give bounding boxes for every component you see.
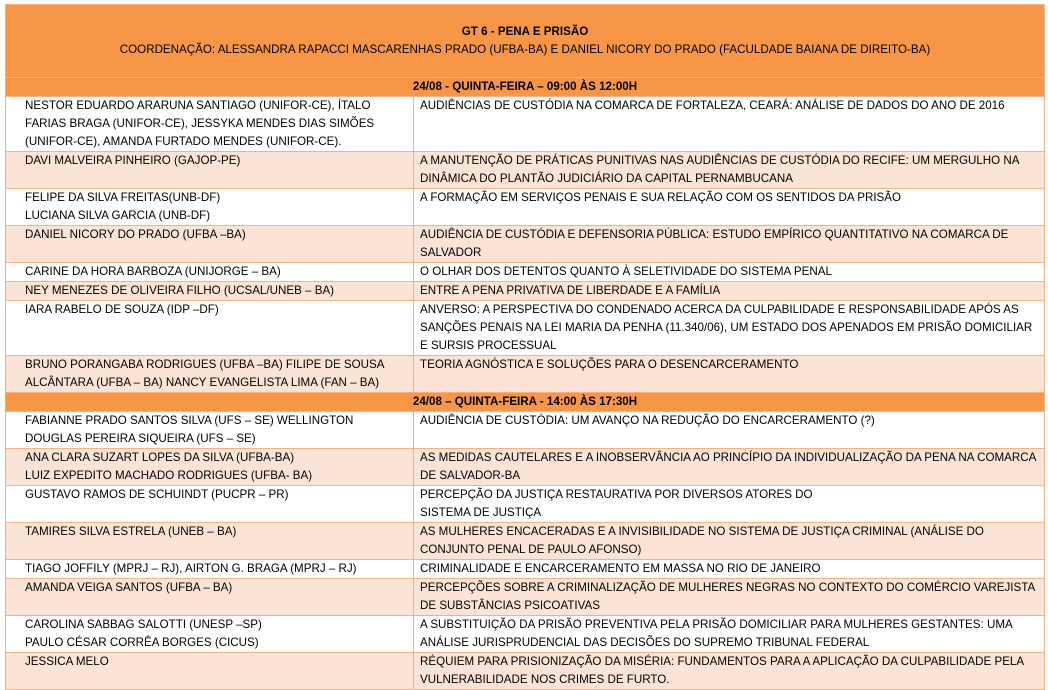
paper-title-cell: ENTRE A PENA PRIVATIVA DE LIBERDADE E A FAMÍLIA (414, 282, 1045, 301)
authors-cell: DANIEL NICORY DO PRADO (UFBA –BA) (6, 226, 414, 263)
session-header-row (6, 78, 1045, 97)
authors-cell: FABIANNE PRADO SANTOS SILVA (UFS – SE) WELLINGTON DOUGLAS PEREIRA SIQUEIRA (UFS – SE) (6, 412, 414, 449)
authors-cell: AMANDA VEIGA SANTOS (UFBA – BA) (6, 579, 414, 616)
authors-cell: ANA CLARA SUZART LOPES DA SILVA (UFBA-BA) LUIZ EXPEDITO MACHADO RODRIGUES (UFBA- BA) (6, 449, 414, 486)
table-row (6, 449, 1045, 486)
paper-title-cell: O OLHAR DOS DETENTOS QUANTO À SELETIVIDADE DO SISTEMA PENAL (414, 263, 1045, 282)
table-row (6, 486, 1045, 523)
table-header-cell (6, 5, 1045, 78)
table-row (6, 97, 1045, 152)
table-row (6, 579, 1045, 616)
coordination-text: COORDENAÇÃO: ALESSANDRA RAPACCI MASCARENHAS PRADO (UFBA-BA) E DANIEL NICORY DO PRADO (FACULDADE BAIANA DE DIREITO-BA) (119, 43, 931, 56)
table-row (6, 616, 1045, 653)
session-header-row (6, 393, 1045, 412)
paper-title-cell: PERCEPÇÃO DA JUSTIÇA RESTAURATIVA POR DIVERSOS ATORES DO SISTEMA DE JUSTIÇA (414, 486, 1045, 523)
paper-title-cell: RÉQUIEM PARA PRISIONIZAÇÃO DA MISÉRIA: FUNDAMENTOS PARA A APLICAÇÃO DA CULPABILIDADE PELA VULNERABILIDADE NOS CRIMES DE FURTO. (414, 653, 1045, 690)
table-row (6, 301, 1045, 356)
paper-title-cell: AS MULHERES ENCACERADAS E A INVISIBILIDADE NO SISTEMA DE JUSTIÇA CRIMINAL (ANÁLISE DO CONJUNTO PENAL DE PAULO AFONSO) (414, 523, 1045, 560)
authors-cell: IARA RABELO DE SOUZA (IDP –DF) (6, 301, 414, 356)
authors-cell: TIAGO JOFFILY (MPRJ – RJ), AIRTON G. BRAGA (MPRJ – RJ) (6, 560, 414, 579)
session-title: 24/08 – QUINTA-FEIRA - 14:00 ÀS 17:30H (6, 393, 1045, 412)
authors-cell: FELIPE DA SILVA FREITAS(UNB-DF) LUCIANA SILVA GARCIA (UNB-DF) (6, 189, 414, 226)
group-title: GT 6 - PENA E PRISÃO (461, 25, 589, 38)
paper-title-cell: AUDIÊNCIA DE CUSTÓDIA: UM AVANÇO NA REDUÇÃO DO ENCARCERAMENTO (?) (414, 412, 1045, 449)
table-row (6, 523, 1045, 560)
session-title: 24/08 - QUINTA-FEIRA – 09:00 ÀS 12:00H (6, 78, 1045, 97)
paper-title-cell: A MANUTENÇÃO DE PRÁTICAS PUNITIVAS NAS AUDIÊNCIAS DE CUSTÓDIA DO RECIFE: UM MERGULHO NA DINÂMICA DO PLANTÃO JUDICIÁRIO DA CAPITAL PERNAMBUCANA (414, 152, 1045, 189)
authors-cell: GUSTAVO RAMOS DE SCHUINDT (PUCPR – PR) (6, 486, 414, 523)
table-row (6, 263, 1045, 282)
table-row (6, 189, 1045, 226)
paper-title-cell: AUDIÊNCIAS DE CUSTÓDIA NA COMARCA DE FORTALEZA, CEARÁ: ANÁLISE DE DADOS DO ANO DE 2016 (414, 97, 1045, 152)
paper-title-cell: TEORIA AGNÓSTICA E SOLUÇÕES PARA O DESENCARCERAMENTO (414, 356, 1045, 393)
authors-cell: NESTOR EDUARDO ARARUNA SANTIAGO (UNIFOR-CE), ÍTALO FARIAS BRAGA (UNIFOR-CE), JESSYKA MENDES DIAS SIMÕES (UNIFOR-CE), AMANDA FURTADO MENDES (UNIFOR-CE). (6, 97, 414, 152)
paper-title-cell: A SUBSTITUIÇÃO DA PRISÃO PREVENTIVA PELA PRISÃO DOMICILIAR PARA MULHERES GESTANTES: UMA ANÁLISE JURISPRUDENCIAL DAS DECISÕES DO SUPREMO TRIBUNAL FEDERAL (414, 616, 1045, 653)
paper-title-cell: A FORMAÇÃO EM SERVIÇOS PENAIS E SUA RELAÇÃO COM OS SENTIDOS DA PRISÃO (414, 189, 1045, 226)
authors-cell: DAVI MALVEIRA PINHEIRO (GAJOP-PE) (6, 152, 414, 189)
table-row (6, 653, 1045, 690)
table-row (6, 356, 1045, 393)
authors-cell: BRUNO PORANGABA RODRIGUES (UFBA –BA) FILIPE DE SOUSA ALCÂNTARA (UFBA – BA) NANCY EVANGELISTA LIMA (FAN – BA) (6, 356, 414, 393)
table-header-row (6, 5, 1045, 78)
authors-cell: NEY MENEZES DE OLIVEIRA FILHO (UCSAL/UNEB – BA) (6, 282, 414, 301)
table-row (6, 412, 1045, 449)
table-row (6, 282, 1045, 301)
paper-title-cell: AUDIÊNCIA DE CUSTÓDIA E DEFENSORIA PÚBLICA: ESTUDO EMPÍRICO QUANTITATIVO NA COMARCA DE SALVADOR (414, 226, 1045, 263)
paper-title-cell: PERCEPÇÕES SOBRE A CRIMINALIZAÇÃO DE MULHERES NEGRAS NO CONTEXTO DO COMÉRCIO VAREJISTA DE SUBSTÂNCIAS PSICOATIVAS (414, 579, 1045, 616)
table-row (6, 226, 1045, 263)
table-row (6, 152, 1045, 189)
paper-title-cell: AS MEDIDAS CAUTELARES E A INOBSERVÂNCIA AO PRINCÍPIO DA INDIVIDUALIZAÇÃO DA PENA NA COMARCA DE SALVADOR-BA (414, 449, 1045, 486)
paper-title-cell: ANVERSO: A PERSPECTIVA DO CONDENADO ACERCA DA CULPABILIDADE E RESPONSABILIDADE APÓS AS SANÇÕES PENAIS NA LEI MARIA DA PENHA (11.340/06), UM ESTADO DOS APENADOS EM PRISÃO DOMICILIAR E SURSIS PROCESSUAL (414, 301, 1045, 356)
authors-cell: TAMIRES SILVA ESTRELA (UNEB – BA) (6, 523, 414, 560)
schedule-table (5, 4, 1045, 690)
authors-cell: JESSICA MELO (6, 653, 414, 690)
table-row (6, 560, 1045, 579)
authors-cell: CAROLINA SABBAG SALOTTI (UNESP –SP) PAULO CÉSAR CORRÊA BORGES (CICUS) (6, 616, 414, 653)
authors-cell: CARINE DA HORA BARBOZA (UNIJORGE – BA) (6, 263, 414, 282)
paper-title-cell: CRIMINALIDADE E ENCARCERAMENTO EM MASSA NO RIO DE JANEIRO (414, 560, 1045, 579)
